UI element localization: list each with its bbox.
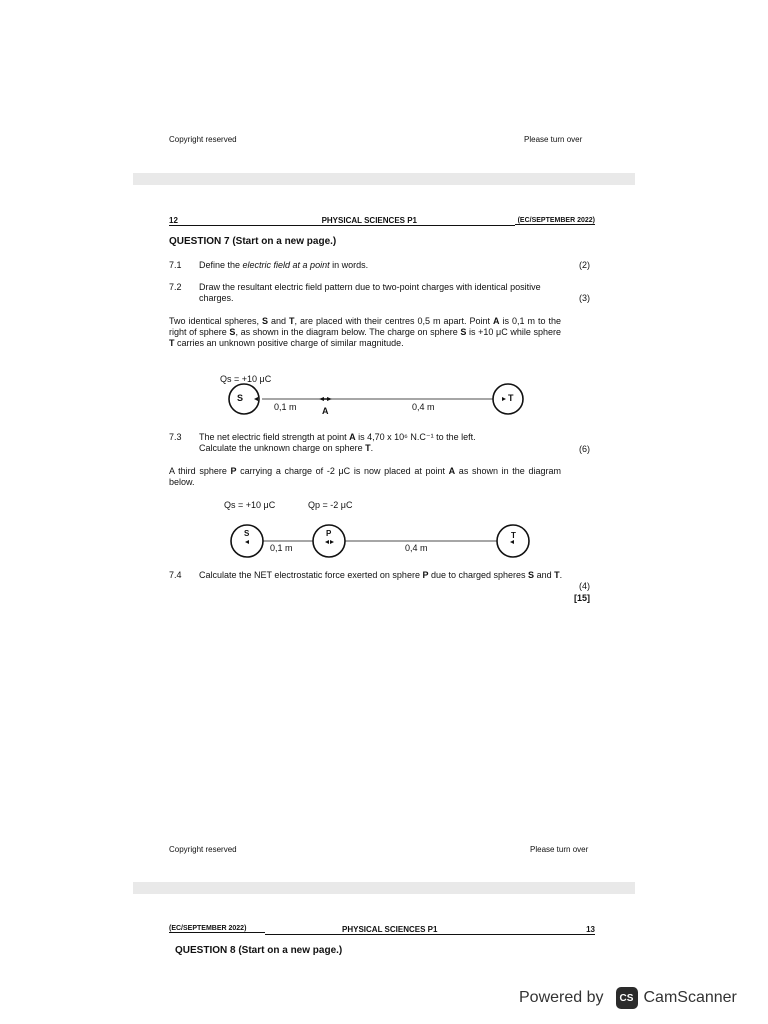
arrow-right-icon [502, 397, 506, 401]
distance-label: 0,4 m [412, 402, 435, 412]
marks: (6) [579, 444, 590, 454]
arrow-left-icon [319, 397, 324, 401]
page-separator [133, 882, 635, 894]
sphere-s-circle [229, 384, 259, 414]
sphere-t-label: T [508, 393, 514, 403]
exam-header: (EC/SEPTEMBER 2022) [515, 217, 595, 225]
powered-by-text: Powered by [519, 989, 604, 1006]
sphere-p-label: P [326, 529, 332, 538]
camscanner-brand: CamScanner [643, 989, 737, 1006]
distance-label: 0,1 m [270, 543, 293, 553]
question-text: Calculate the NET electrostatic force exerted on sphere P due to charged spheres S and T. [199, 570, 563, 580]
intro-paragraph: Two identical spheres, S and T, are placed with their centres 0,5 m apart. Point A is 0,1 m to the right of sphere S, as shown in the diagram below. The charge on sphere S is +10 μC while sphere T carries an unknown positive charge of similar magnitude. [169, 316, 561, 348]
distance-label: 0,1 m [274, 402, 297, 412]
please-turn-over-text: Please turn over [524, 135, 583, 144]
marks: (4) [579, 581, 590, 591]
question-text: Define the electric field at a point in words. [199, 260, 369, 270]
arrow-left-icon [254, 397, 258, 401]
page-separator [133, 173, 635, 185]
copyright-text: Copyright reserved [169, 845, 237, 854]
marks: (2) [579, 260, 590, 270]
page-number: 12 [169, 216, 221, 226]
exam-header: (EC/SEPTEMBER 2022) [169, 925, 265, 933]
charge-label-s: Qs = +10 μC [224, 500, 276, 510]
subject-header: PHYSICAL SCIENCES P1 [221, 216, 515, 226]
question-number: 7.3 [169, 432, 182, 442]
distance-label: 0,4 m [405, 543, 428, 553]
question-number: 7.2 [169, 282, 182, 292]
point-a-label: A [322, 406, 329, 416]
question-number: 7.4 [169, 570, 182, 580]
copyright-text: Copyright reserved [169, 135, 237, 144]
third-sphere-paragraph: A third sphere P carrying a charge of -2 μC is now placed at point A as shown in the diagram below. [169, 466, 561, 487]
sphere-t-label: T [511, 531, 516, 540]
question-8-title: QUESTION 8 (Start on a new page.) [175, 945, 343, 956]
marks: (3) [579, 293, 590, 303]
camscanner-watermark [519, 983, 737, 1013]
question-text: Draw the resultant electric field pattern due to two-point charges with identical positive charges. [199, 282, 541, 303]
sphere-s-label: S [237, 393, 244, 403]
subject-header: PHYSICAL SCIENCES P1 [265, 925, 565, 935]
arrow-right-icon [327, 397, 332, 401]
total-marks: [15] [573, 593, 590, 603]
question-text: The net electric field strength at point A is 4,70 x 10⁶ N.C⁻¹ to the left. Calculate the unknown charge on sphere T. [199, 432, 476, 453]
arrow-left-icon [245, 540, 249, 544]
question-title: QUESTION 7 (Start on a new page.) [169, 236, 337, 247]
arrow-left-icon [325, 540, 329, 544]
camscanner-logo-icon: CS [616, 987, 638, 1009]
question-number: 7.1 [169, 260, 182, 270]
please-turn-over-text: Please turn over [530, 845, 589, 854]
charge-label-p: Qp = -2 μC [308, 500, 353, 510]
charge-label-s: Qs = +10 μC [220, 374, 272, 384]
page-number: 13 [565, 925, 595, 935]
sphere-s-label: S [244, 529, 250, 538]
arrow-right-icon [330, 540, 334, 544]
